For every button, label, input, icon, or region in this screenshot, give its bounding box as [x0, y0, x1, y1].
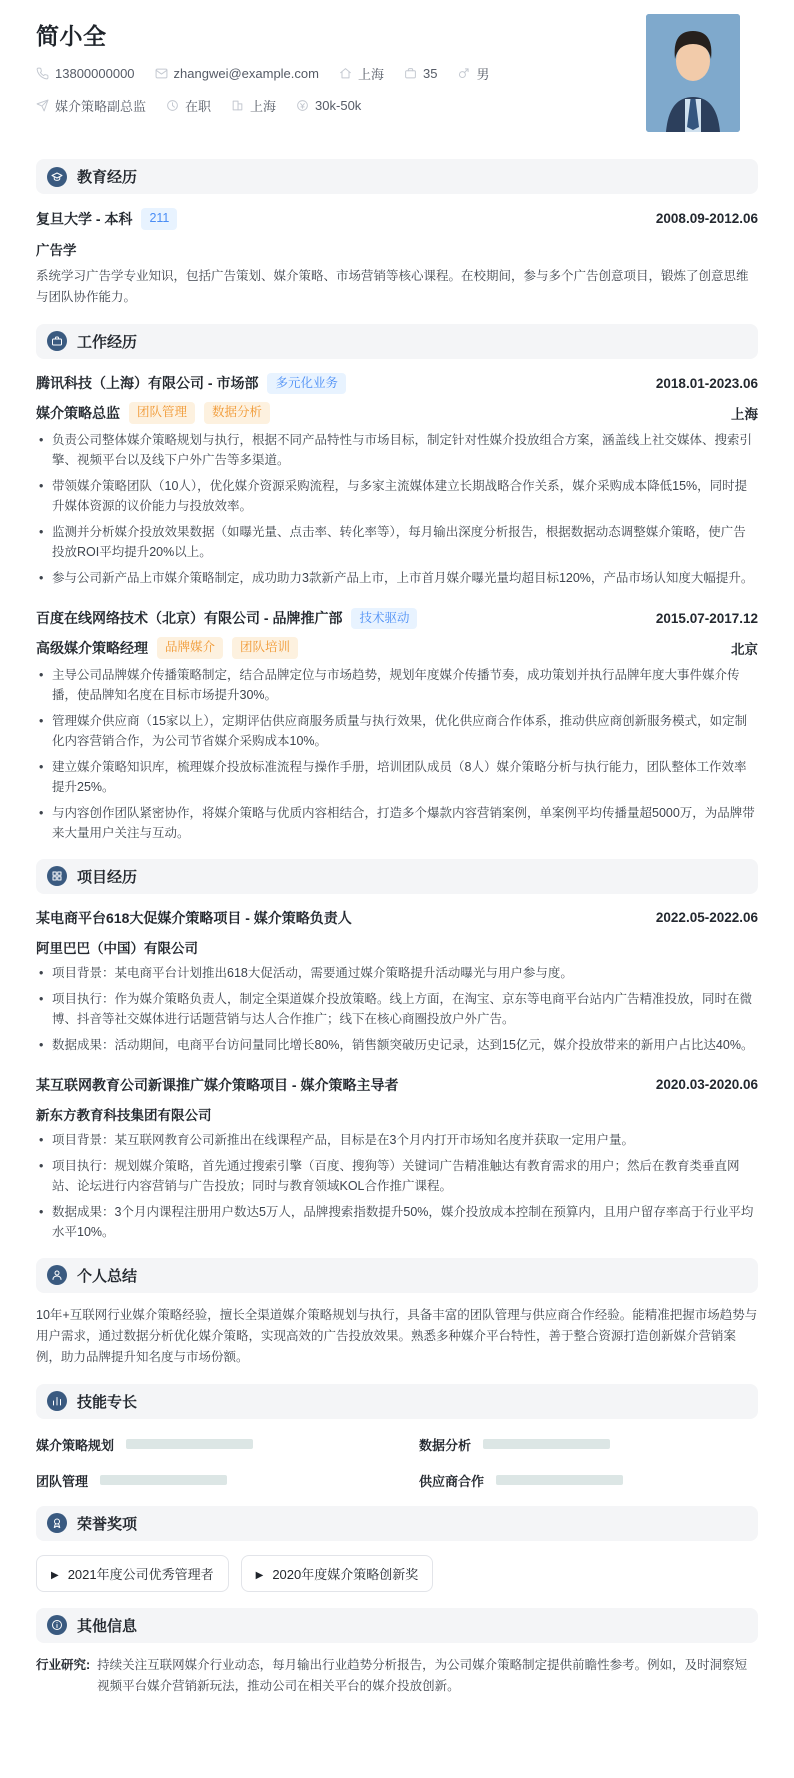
position-title: [36, 637, 298, 659]
work-bullet-list: [36, 430, 758, 588]
position-title: [36, 402, 270, 424]
position-tag: 团队管理: [129, 402, 195, 424]
skills-section-header: [36, 1384, 758, 1419]
contact-phone: [36, 66, 135, 81]
candidate-name: 简小全: [36, 23, 107, 49]
school-badge: 211: [141, 208, 177, 230]
skill-bar: [126, 1439, 253, 1449]
skill-item: [36, 1471, 375, 1490]
education-description: 系统学习广告学专业知识，包括广告策划、媒介策略、市场营销等核心课程。在校期间，参与多个广告创意项目，锻炼了创意思维与团队协作能力。: [36, 268, 749, 304]
other-section-header: [36, 1608, 758, 1643]
contact-city: [231, 96, 276, 115]
work-entry-subheader: [36, 637, 758, 659]
section-title: 工作经历: [77, 333, 138, 351]
resume-header: [0, 0, 794, 143]
work-bullet: • 负责公司整体媒介策略规划与执行，根据不同产品特性与市场目标，制定针对性媒介投放组合方案，涵盖线上社交媒体、搜索引擎、视频平台以及线下户外广告等多渠道。: [36, 430, 758, 470]
phone-icon: [36, 67, 49, 80]
job-intention-icon: [36, 99, 49, 112]
work-icon: [47, 331, 67, 351]
age-icon: [404, 67, 417, 80]
project-entry-header: [36, 908, 758, 928]
skill-item: [36, 1435, 375, 1454]
resume-body: [0, 159, 794, 1728]
work-entry-header: [36, 608, 758, 630]
company-badge: 技术驱动: [351, 608, 417, 630]
salary-icon: [296, 99, 309, 112]
section-work: [36, 324, 758, 843]
contact-location: [339, 64, 384, 83]
project-title: [36, 908, 352, 928]
school-title: [36, 208, 177, 230]
skill-bar: [483, 1439, 610, 1449]
section-title: 教育经历: [77, 169, 138, 186]
work-entry-subheader: [36, 402, 758, 424]
company-title: [36, 373, 346, 395]
contact-value: 在职: [185, 99, 212, 114]
work-section-header: [36, 324, 758, 359]
work-bullet: • 监测并分析媒介投放效果数据（如曝光量、点击率、转化率等），每月输出深度分析报告，根据数据动态调整媒介策略，使广告投放ROI平均提升20%以上。: [36, 522, 758, 562]
contact-age: [404, 66, 437, 81]
skill-item: [419, 1471, 758, 1490]
section-title: 其他信息: [77, 1617, 138, 1635]
info-icon: [47, 1615, 67, 1635]
skill-bar: [100, 1475, 227, 1485]
company-name: 腾讯科技（上海）有限公司 - 市场部: [36, 375, 259, 392]
project-entry: [36, 908, 758, 1055]
work-bullet: • 与内容创作团队紧密协作，将媒介策略与优质内容相结合，打造多个爆款内容营销案例，单案例平均传播量超5000万，为品牌带来大量用户关注与互动。: [36, 803, 758, 843]
project-entry: [36, 1075, 758, 1242]
contact-value: 30k-50k: [315, 98, 362, 113]
award-label: 2021年度公司优秀管理者: [67, 1566, 214, 1582]
projects-section-header: [36, 859, 758, 894]
section-projects: [36, 859, 758, 1242]
section-title: 项目经历: [77, 868, 138, 886]
education-entry-header: [36, 208, 758, 230]
work-bullet: • 参与公司新产品上市媒介策略制定，成功助力3款新产品上市，上市首月媒介曝光量均超目标120%，产品市场认知度大幅提升。: [36, 568, 758, 588]
contact-value: 13800000000: [55, 66, 135, 81]
work-bullet: • 主导公司品牌媒介传播策略制定，结合品牌定位与市场趋势，规划年度媒介传播节奏，成功策划并执行品牌年度大事件媒介传播，使品牌知名度在目标市场提升30%。: [36, 665, 758, 705]
project-name: 某电商平台618大促媒介策略项目 - 媒介策略负责人: [36, 909, 352, 926]
work-location: 北京: [731, 641, 758, 657]
awards-list: [36, 1555, 758, 1592]
skill-name: 媒介策略规划: [36, 1437, 115, 1453]
work-bullet: • 管理媒介供应商（15家以上），定期评估供应商服务质量与执行效果，优化供应商合作体系，推动供应商创新服务模式，如定制化内容营销合作，为公司节省媒介采购成本10%。: [36, 711, 758, 751]
contact-value: 男: [476, 67, 490, 82]
contact-value: 上海: [357, 67, 384, 82]
project-entry-header: [36, 1075, 758, 1095]
projects-icon: [47, 866, 67, 886]
position-tag: 品牌媒介: [157, 637, 223, 659]
project-bullet-list: [36, 963, 758, 1055]
contact-value: 上海: [250, 99, 277, 114]
summary-text: 10年+互联网行业媒介策略经验，擅长全渠道媒介策略规划与执行，具备丰富的团队管理与供应商合作经验。能精准把握市场趋势与用户需求，通过数据分析优化媒介策略，实现高效的广告投放效果。熟悉多种媒介平台特性，善于整合资源打造创新媒介营销案例，助力品牌提升知名度与市场份额。: [36, 1307, 758, 1364]
company-name: 百度在线网络技术（北京）有限公司 - 品牌推广部: [36, 610, 343, 627]
status-icon: [166, 99, 179, 112]
profile-photo: [646, 14, 740, 132]
company-title: [36, 608, 417, 630]
other-info-text: 持续关注互联网媒介行业动态，每月输出行业趋势分析报告，为公司媒介策略制定提供前瞻性参考。例如，及时洞察短视频平台媒介营销新玩法，推动公司在相关平台的媒介投放创新。: [97, 1657, 748, 1694]
work-location: 上海: [731, 406, 758, 422]
work-bullet: • 建立媒介策略知识库，梳理媒介投放标准流程与操作手册，培训团队成员（8人）媒介策略分析与执行能力，团队整体工作效率提升25%。: [36, 757, 758, 797]
company-badge: 多元化业务: [267, 373, 346, 395]
project-bullet: • 数据成果：活动期间，电商平台访问量同比增长80%，销售额突破历史记录，达到15亿元，媒介投放带来的新用户占比达40%。: [36, 1035, 758, 1055]
other-info-row: [36, 1655, 758, 1699]
work-bullet: • 带领媒介策略团队（10人），优化媒介资源采购流程，与多家主流媒体建立长期战略合作关系，媒介采购成本降低15%，同时提升媒体资源的议价能力与投放效率。: [36, 476, 758, 516]
section-awards: [36, 1506, 758, 1592]
project-title: [36, 1075, 398, 1095]
skill-name: 团队管理: [36, 1473, 89, 1489]
section-title: 荣誉奖项: [77, 1515, 138, 1533]
project-company: 阿里巴巴（中国）有限公司: [36, 940, 198, 956]
profile-photo-image: [646, 14, 740, 132]
contact-email: [155, 66, 319, 81]
contact-value: zhangwei@example.com: [173, 66, 319, 81]
award-item-button[interactable]: [241, 1555, 434, 1592]
contact-salary: [296, 98, 361, 113]
school-name: 复旦大学 - 本科: [36, 210, 133, 227]
position-name: 高级媒介策略经理: [36, 639, 148, 656]
project-date: 2022.05-2022.06: [655, 910, 758, 925]
education-section-header: [36, 159, 758, 194]
award-label: 2020年度媒介策略创新奖: [272, 1566, 419, 1582]
project-bullet-list: [36, 1130, 758, 1242]
section-title: 技能专长: [77, 1393, 138, 1411]
education-major: 广告学: [36, 242, 77, 258]
project-bullet: • 数据成果：3个月内课程注册用户数达5万人，品牌搜索指数提升50%，媒介投放成本控制在预算内，且用户留存率高于行业平均水平10%。: [36, 1202, 758, 1242]
education-date: 2008.09-2012.06: [655, 211, 758, 227]
contact-value: 35: [422, 66, 438, 81]
summary-section-header: [36, 1258, 758, 1293]
work-date: 2015.07-2017.12: [655, 610, 758, 626]
project-date: 2020.03-2020.06: [655, 1077, 758, 1092]
section-title: 个人总结: [77, 1267, 138, 1285]
work-entry: [36, 373, 758, 588]
work-entry: [36, 608, 758, 843]
expand-icon: [51, 1566, 59, 1581]
project-name: 某互联网教育公司新课推广媒介策略项目 - 媒介策略主导者: [36, 1076, 399, 1093]
project-bullet: • 项目执行：规划媒介策略，首先通过搜索引擎（百度、搜狗等）关键词广告精准触达有教育需求的用户；然后在教育类垂直网站、论坛进行内容营销与广告投放；同时与教育领域KOL合作推广课程。: [36, 1156, 758, 1196]
expand-icon: [256, 1566, 264, 1581]
project-company: 新东方教育科技集团有限公司: [36, 1107, 212, 1123]
position-tag: 团队培训: [232, 637, 298, 659]
section-education: [36, 159, 758, 308]
medal-icon: [47, 1513, 67, 1533]
other-info-label: 行业研究:: [36, 1657, 91, 1672]
mail-icon: [155, 67, 168, 80]
project-bullet: • 项目执行：作为媒介策略负责人，制定全渠道媒介投放策略。线上方面，在淘宝、京东等电商平台站内广告精准投放，同时在微博、抖音等社交媒体进行话题营销与达人合作推广；线下在核心商圈投放户外广告。: [36, 989, 758, 1029]
education-icon: [47, 167, 67, 187]
home-icon: [339, 67, 352, 80]
position-name: 媒介策略总监: [36, 404, 120, 421]
section-skills: [36, 1384, 758, 1490]
contact-gender: [457, 64, 489, 83]
section-other: [36, 1608, 758, 1699]
gender-icon: [457, 67, 470, 80]
skill-name: 供应商合作: [419, 1473, 485, 1489]
award-item-button[interactable]: [36, 1555, 229, 1592]
project-bullet: • 项目背景：某互联网教育公司新推出在线课程产品，目标是在3个月内打开市场知名度并获取一定用户量。: [36, 1130, 758, 1150]
bar-chart-icon: [47, 1391, 67, 1411]
skills-grid: [36, 1435, 758, 1490]
project-bullet: • 项目背景：某电商平台计划推出618大促活动，需要通过媒介策略提升活动曝光与用户参与度。: [36, 963, 758, 983]
skill-name: 数据分析: [419, 1437, 472, 1453]
city-icon: [231, 99, 244, 112]
position-tag: 数据分析: [204, 402, 270, 424]
skill-bar: [496, 1475, 623, 1485]
work-bullet-list: [36, 665, 758, 843]
contact-value: 媒介策略副总监: [55, 99, 147, 114]
awards-section-header: [36, 1506, 758, 1541]
section-summary: [36, 1258, 758, 1368]
skill-item: [419, 1435, 758, 1454]
work-entry-header: [36, 373, 758, 395]
contact-status: [166, 96, 211, 115]
work-date: 2018.01-2023.06: [655, 375, 758, 391]
person-icon: [47, 1265, 67, 1285]
contact-job-intention: [36, 96, 146, 115]
